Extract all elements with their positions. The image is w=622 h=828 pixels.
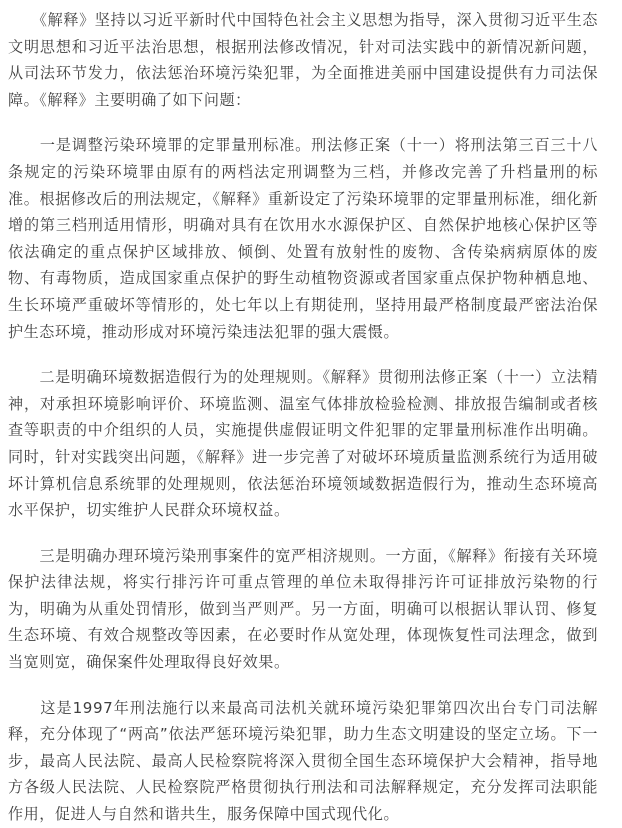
paragraph-point-one: 一是调整污染环境罪的定罪量刑标准。刑法修正案（十一）将刑法第三百三十八条规定的污染环境罪由原有的两档法定刑调整为三档，并修改完善了升档量刑的标准。根据修改后的刑法规定，《解释》重新设定了污染环境罪的定罪量刑标准，细化新增的第三档刑适用情形，明确对具有在饮用水水源保护区、自然保护地核心保护区等依法确定的重点保护区域排放、倾倒、处置有放射性的废物、含传染病病原体的废物、有毒物质，造成国家重点保护的野生动植物资源或者国家重点保护物种栖息地、生长环境严重破坏等情形的，处七年以上有期徒刑，坚持用最严格制度最严密法治保护生态环境，推动形成对环境污染违法犯罪的强大震慑。 — [8, 136, 598, 341]
paragraph-point-three: 三是明确办理环境污染刑事案件的宽严相济规则。一方面，《解释》衔接有关环境保护法律法规，将实行排污许可重点管理的单位未取得排污许可证排放污染物的行为，明确为从重处罚情形，做到当严则严。另一方面，明确可以根据认罪认罚、修复生态环境、有效合规整改等因素，在必要时作从宽处理，体现恢复性司法理念，做到当宽则宽，确保案件处理取得良好效果。 — [8, 546, 598, 672]
paragraph-point-two: 二是明确环境数据造假行为的处理规则。《解释》贯彻刑法修正案（十一）立法精神，对承担环境影响评价、环境监测、温室气体排放检验检测、排放报告编制或者核查等职责的中介组织的人员，实施提供虚假证明文件犯罪的定罪量刑标准作出明确。同时，针对实践突出问题，《解释》进一步完善了对破坏环境质量监测系统行为适用破坏计算机信息系统罪的处理规则，依法惩治环境领域数据造假行为，推动生态环境高水平保护，切实维护人民群众环境权益。 — [8, 368, 598, 520]
paragraph-intro: 《解释》坚持以习近平新时代中国特色社会主义思想为指导，深入贯彻习近平生态文明思想和习近平法治思想，根据刑法修改情况，针对司法实践中的新情况新问题，从司法环节发力，依法惩治环境污染犯罪，为全面推进美丽中国建设提供有力司法保障。《解释》主要明确了如下问题： — [8, 11, 598, 109]
paragraph-conclusion: 这是1997年刑法施行以来最高司法机关就环境污染犯罪第四次出台专门司法解释，充分体现了“两高”依法严惩环境污染犯罪，助力生态文明建设的坚定立场。下一步，最高人民法院、最高人民检察院将深入贯彻全国生态环境保护大会精神，指导地方各级人民法院、人民检察院严格贯彻执行刑法和司法解释规定，充分发挥司法职能作用，促进人与自然和谐共生，服务保障中国式现代化。 — [8, 698, 598, 824]
article-body — [0, 7, 606, 828]
